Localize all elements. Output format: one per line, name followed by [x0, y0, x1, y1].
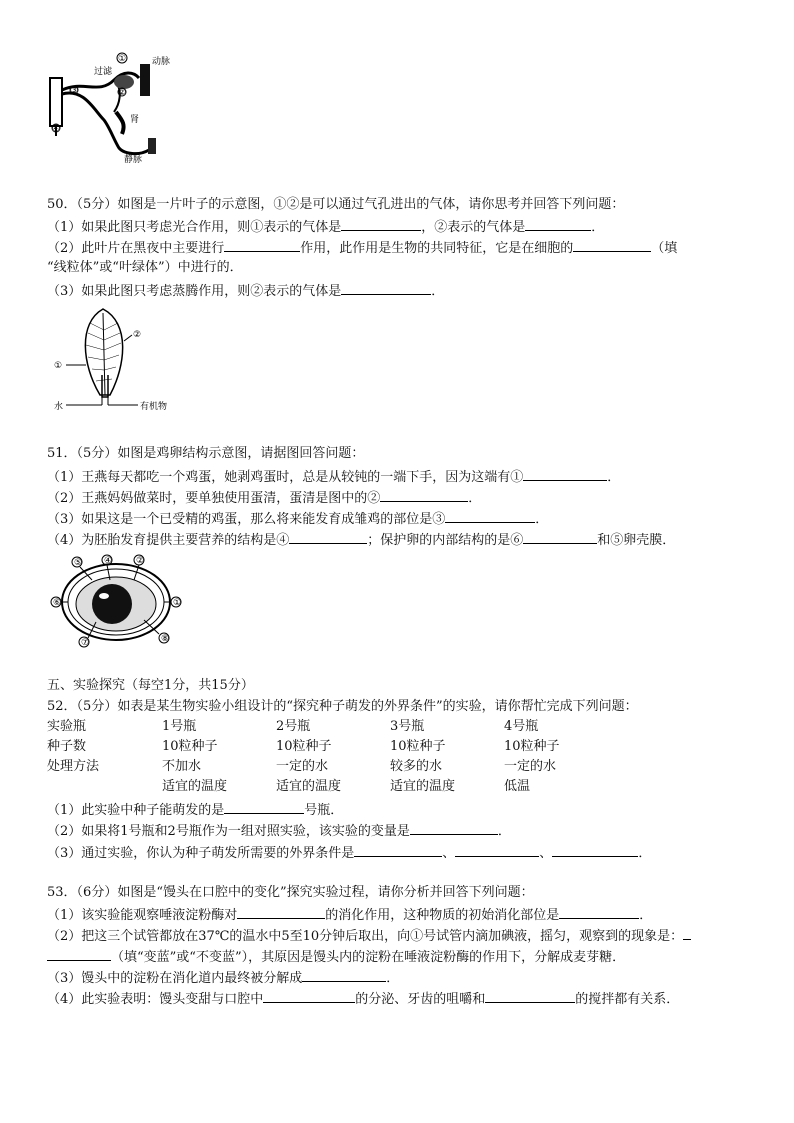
- q50-stem: 50．（5分）如图是一片叶子的示意图，①②是可以通过气孔进出的气体，请你思考并回答下列问题：: [47, 197, 625, 212]
- egg-figure: [44, 550, 194, 650]
- answer-blank[interactable]: [523, 467, 607, 481]
- q53-stem: 53．（6分）如图是“馒头在口腔中的变化”探究实验过程，请你分析并回答下列问题：: [47, 885, 534, 900]
- q51-stem: 51．（5分）如图是鸡卵结构示意图，请据图回答问题：: [47, 446, 365, 461]
- answer-blank[interactable]: [683, 926, 691, 940]
- answer-blank[interactable]: [224, 238, 300, 252]
- table-cell: 实验瓶: [47, 719, 87, 734]
- table-cell: 4号瓶: [504, 719, 539, 734]
- table-cell: 一定的水: [504, 759, 557, 774]
- q53-line2: （2）把这三个试管都放在37℃的温水中5至10分钟后取出，向①号试管内滴加碘液，摇匀，观察到的现象是：: [47, 926, 691, 946]
- table-cell: 2号瓶: [276, 719, 311, 734]
- q50-line1: （1）如果此图只考虑光合作用，则①表示的气体是 ，②表示的气体是 ．: [47, 217, 604, 237]
- fig-label-4: ④: [52, 124, 61, 134]
- answer-blank[interactable]: [525, 217, 591, 231]
- q50-line2b: “线粒体”或“叶绿体”）中进行的．: [47, 260, 243, 275]
- q52-line1: （1）此实验中种子能萌发的是 号瓶．: [47, 800, 343, 820]
- q50-line3: （3）如果此图只考虑蒸腾作用，则②表示的气体是 ．: [47, 281, 444, 301]
- answer-blank[interactable]: [47, 947, 111, 961]
- answer-blank[interactable]: [289, 530, 367, 544]
- egg-label-7: ⑦: [81, 638, 90, 648]
- answer-blank[interactable]: [302, 968, 386, 982]
- q53-line2b: （填“变蓝”或“不变蓝”），其原因是馒头内的淀粉在唾液淀粉酶的作用下，分解成麦芽糖．: [47, 947, 625, 967]
- table-cell: 1号瓶: [162, 719, 197, 734]
- answer-blank[interactable]: [445, 509, 535, 523]
- table-cell: 较多的水: [390, 759, 443, 774]
- table-cell: 3号瓶: [390, 719, 425, 734]
- answer-blank[interactable]: [573, 238, 651, 252]
- answer-blank[interactable]: [552, 843, 638, 857]
- leaf-label-1: ①: [54, 361, 63, 371]
- answer-blank[interactable]: [341, 217, 421, 231]
- table-cell: 10粒种子: [390, 739, 446, 754]
- egg-label-8: ⑧: [161, 634, 170, 644]
- answer-blank[interactable]: [237, 905, 325, 919]
- q50-line2: （2）此叶片在黑夜中主要进行 作用，此作用是生物的共同特征，它是在细胞的 （填: [47, 238, 677, 258]
- table-cell: 10粒种子: [276, 739, 332, 754]
- fig-label-vein: 静脉: [124, 155, 143, 165]
- q51-line1: （1）王燕每天都吃一个鸡蛋，她剥鸡蛋时，总是从较钝的一端下手，因为这端有① ．: [47, 467, 620, 487]
- leaf-label-organic: 有机物: [140, 402, 168, 412]
- egg-label-1: ①: [173, 598, 182, 608]
- answer-blank[interactable]: [341, 281, 431, 295]
- answer-blank[interactable]: [224, 800, 304, 814]
- table-cell: 低温: [504, 779, 531, 794]
- q52-line3: （3）通过实验，你认为种子萌发所需要的外界条件是 、 、 ．: [47, 843, 651, 863]
- answer-blank[interactable]: [380, 488, 468, 502]
- q52-stem: 52．（5分）如表是某生物实验小组设计的“探究种子萌发的外界条件”的实验，请你帮忙完成下列问题：: [47, 699, 638, 714]
- section-heading: 五、实验探究（每空1分，共15分）: [47, 678, 254, 693]
- answer-blank[interactable]: [455, 843, 539, 857]
- q51-line3: （3）如果这是一个已受精的鸡蛋，那么将来能发育成雏鸡的部位是③ ．: [47, 509, 548, 529]
- answer-blank[interactable]: [354, 843, 442, 857]
- fig-label-filter: 过滤: [94, 67, 113, 77]
- egg-label-2: ②: [136, 556, 145, 566]
- answer-blank[interactable]: [485, 989, 575, 1003]
- q53-line1: （1）该实验能观察唾液淀粉酶对 的消化作用，这种物质的初始消化部位是 ．: [47, 905, 652, 925]
- table-cell: 适宜的温度: [276, 779, 342, 794]
- table-cell: 10粒种子: [162, 739, 218, 754]
- egg-label-6: ⑥: [53, 598, 62, 608]
- leaf-label-water: 水: [54, 402, 64, 412]
- egg-label-5: ⑤: [74, 558, 83, 568]
- table-cell: 种子数: [47, 739, 87, 754]
- leaf-label-2: ②: [133, 330, 142, 340]
- answer-blank[interactable]: [559, 905, 639, 919]
- fig-label-2: ②: [118, 88, 127, 98]
- leaf-figure: [48, 305, 178, 413]
- q51-line2: （2）王燕妈妈做菜时，要单独使用蛋清，蛋清是图中的② ．: [47, 488, 481, 508]
- fig-label-artery: 动脉: [152, 57, 171, 67]
- table-cell: 适宜的温度: [390, 779, 456, 794]
- q52-line2: （2）如果将1号瓶和2号瓶作为一组对照实验，该实验的变量是 ．: [47, 821, 511, 841]
- table-cell: 10粒种子: [504, 739, 560, 754]
- fig-label-1: ①: [118, 54, 127, 64]
- answer-blank[interactable]: [263, 989, 355, 1003]
- table-cell: 不加水: [162, 759, 202, 774]
- table-cell: 适宜的温度: [162, 779, 228, 794]
- answer-blank[interactable]: [410, 821, 498, 835]
- egg-label-4: ④: [104, 556, 113, 566]
- q51-line4: （4）为胚胎发育提供主要营养的结构是④ ；保护卵的内部结构的是⑥ 和⑤卵壳膜．: [47, 530, 675, 550]
- q53-line4: （4）此实验表明：馒头变甜与口腔中 的分泌、牙齿的咀嚼和 的搅拌都有关系．: [47, 989, 679, 1009]
- fig-label-kidney: 肾: [130, 115, 140, 125]
- kidney-figure: [44, 50, 184, 170]
- fig-label-3: ③: [70, 86, 79, 96]
- answer-blank[interactable]: [523, 530, 597, 544]
- table-cell: 处理方法: [47, 759, 100, 774]
- table-cell: 一定的水: [276, 759, 329, 774]
- q53-line3: （3）馒头中的淀粉在消化道内最终被分解成 ．: [47, 968, 399, 988]
